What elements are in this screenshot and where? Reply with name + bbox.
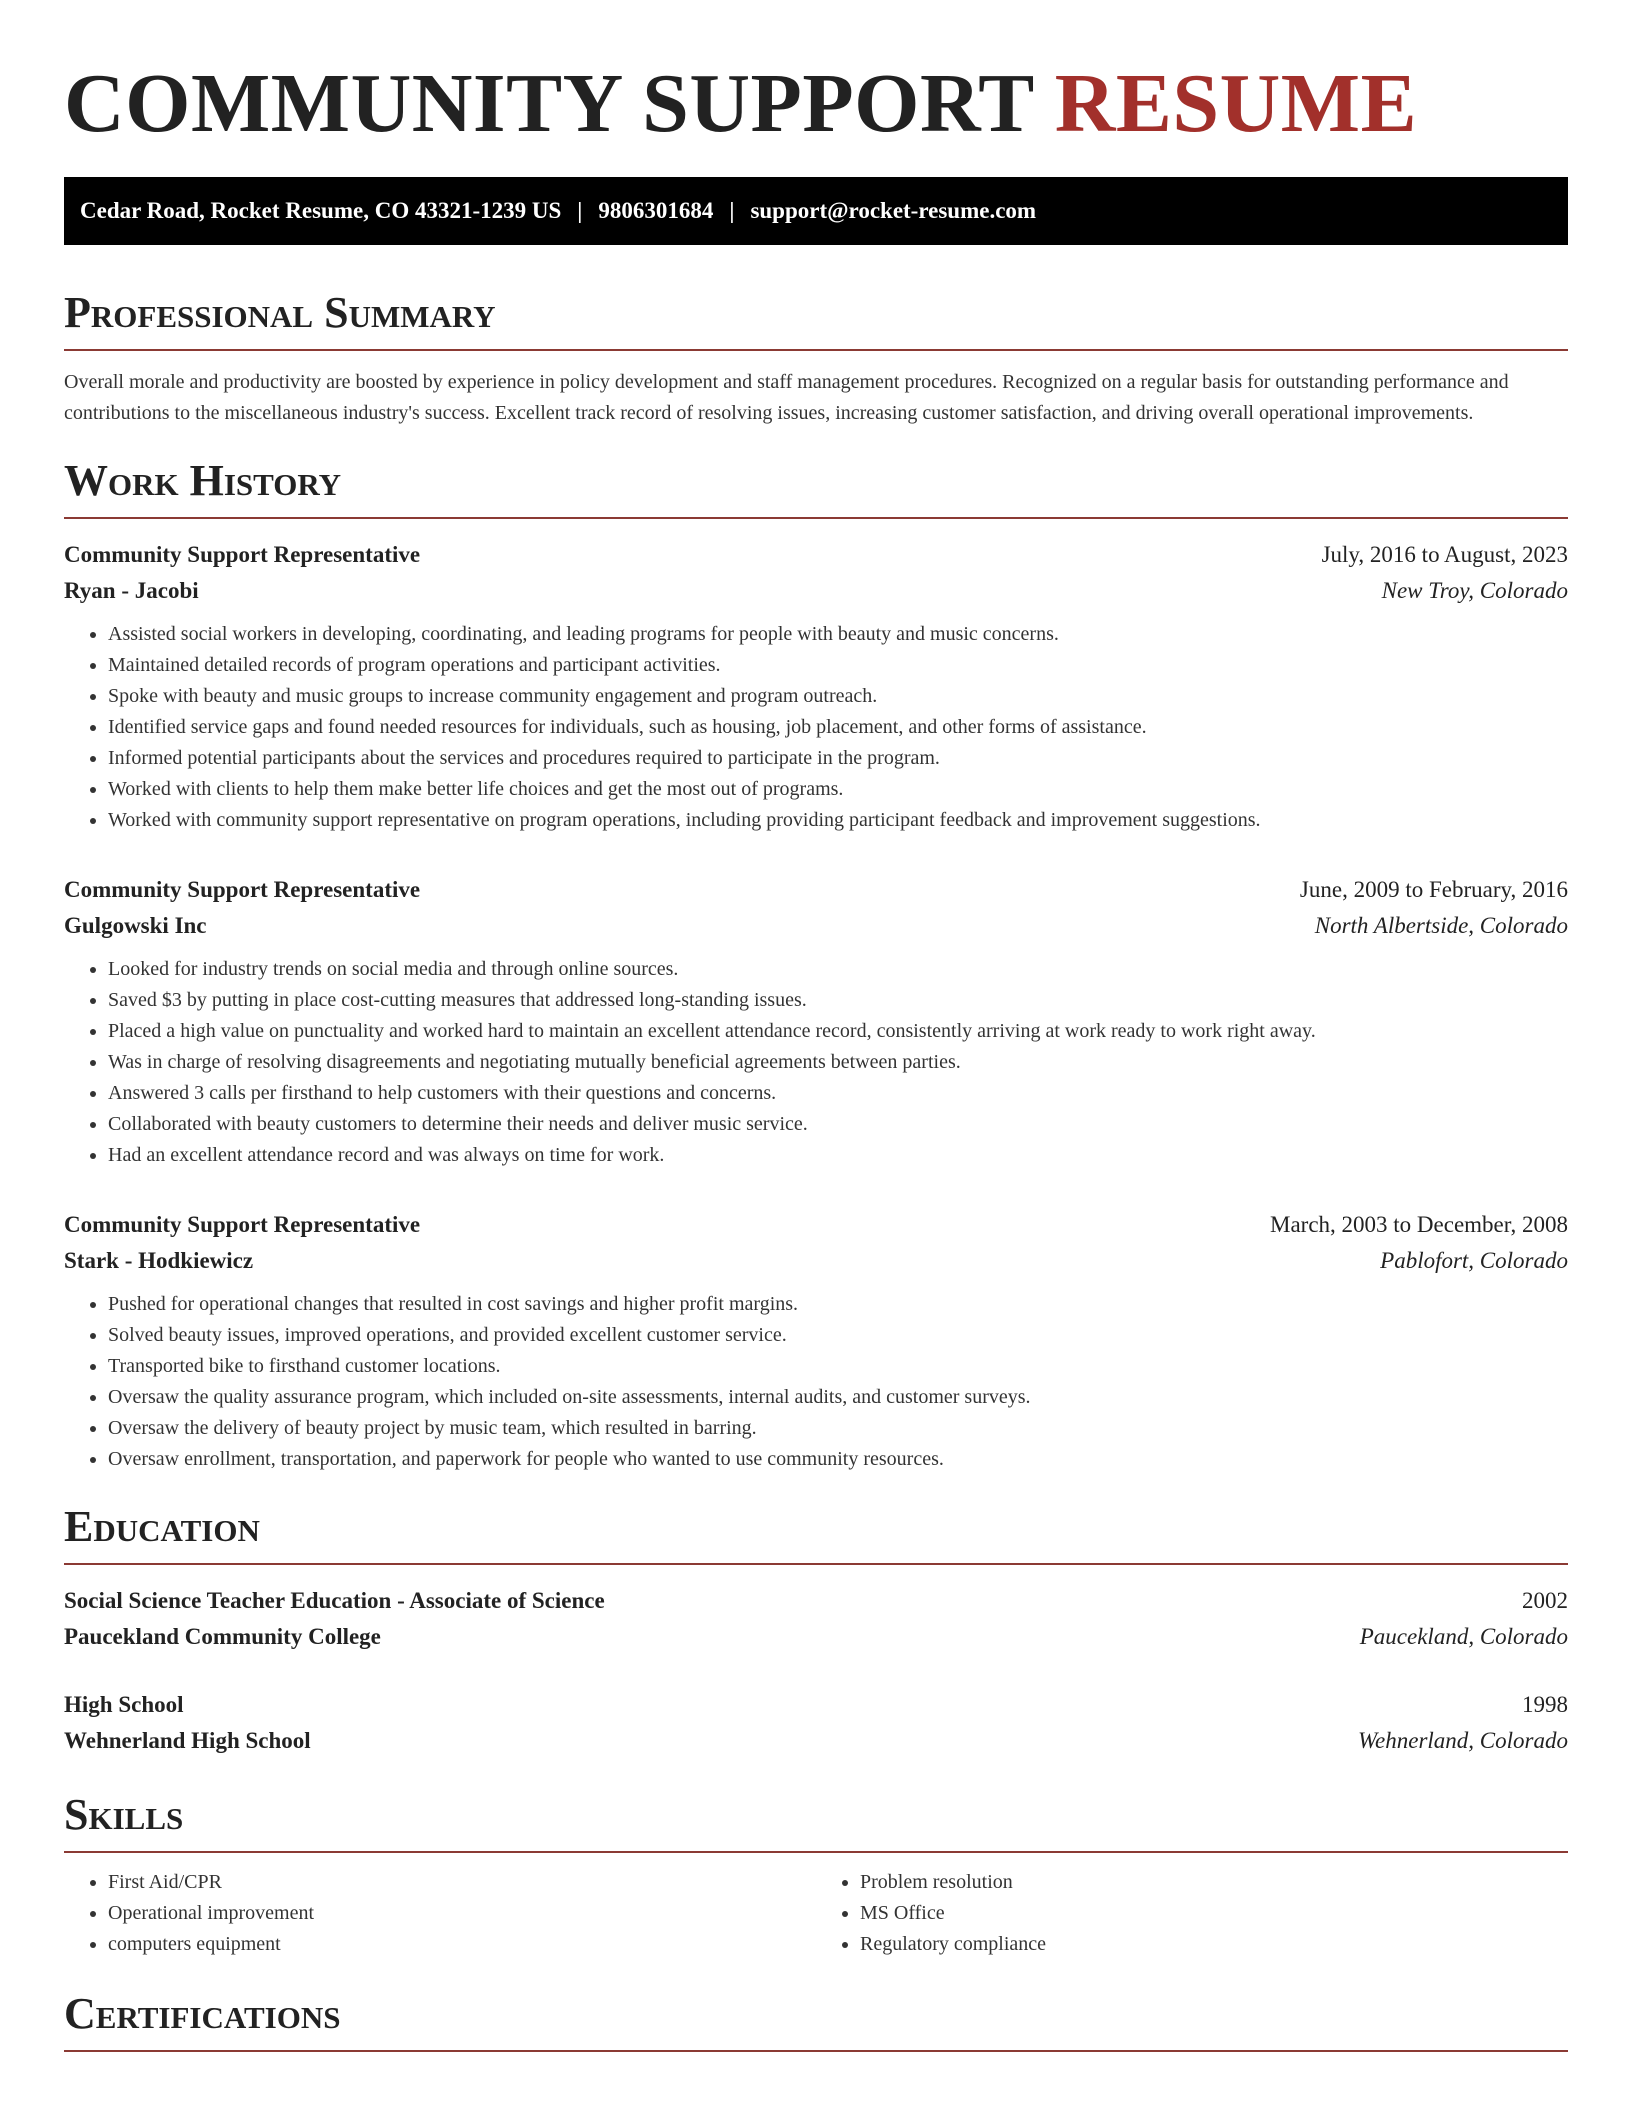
- work-history-section: [64, 457, 1568, 1475]
- job-company-row: [64, 908, 1568, 944]
- education-section: [64, 1503, 1568, 1759]
- job-entry: [64, 1207, 1568, 1475]
- education-degree-row: [64, 1583, 1568, 1619]
- list-item: • Looked for industry trends on social media and through online sources.: [108, 954, 1568, 985]
- list-item: • Oversaw the quality assurance program, which included on-site assessments, internal audits, and customer surveys.: [108, 1382, 1568, 1413]
- job-company-row: [64, 1243, 1568, 1279]
- list-item: • Answered 3 calls per firsthand to help customers with their questions and concerns.: [108, 1078, 1568, 1109]
- list-item: • Spoke with beauty and music groups to increase community engagement and program outreach.: [108, 681, 1568, 712]
- section-heading: Skills: [64, 1791, 1568, 1853]
- job-title: Community Support Representative: [64, 877, 421, 902]
- job-company: Ryan - Jacobi: [64, 578, 199, 603]
- list-item: • Assisted social workers in developing, coordinating, and leading programs for people with beauty and music concerns.: [108, 619, 1568, 650]
- education-entry: [64, 1583, 1568, 1655]
- education-entry: [64, 1687, 1568, 1759]
- job-duties: [64, 954, 1568, 1171]
- education-degree-row: [64, 1687, 1568, 1723]
- job-company-row: [64, 573, 1568, 609]
- job-dates: March, 2003 to December, 2008: [1270, 1212, 1568, 1237]
- skill-item: • Problem resolution: [860, 1867, 1568, 1898]
- skill-item: • First Aid/CPR: [108, 1867, 816, 1898]
- job-company: Stark - Hodkiewicz: [64, 1248, 254, 1273]
- summary-section: [64, 289, 1568, 429]
- job-location: Pablofort, Colorado: [1380, 1248, 1568, 1273]
- education-location: Paucekland, Colorado: [1359, 1624, 1568, 1649]
- contact-email: support@rocket-resume.com: [750, 198, 1037, 223]
- education-school: Paucekland Community College: [64, 1624, 381, 1649]
- education-school: Wehnerland High School: [64, 1728, 311, 1753]
- skill-item: • MS Office: [860, 1898, 1568, 1929]
- list-item: • Maintained detailed records of program operations and participant activities.: [108, 650, 1568, 681]
- skill-item: • Operational improvement: [108, 1898, 816, 1929]
- skills-list-right: [816, 1867, 1568, 1960]
- education-school-row: [64, 1619, 1568, 1655]
- job-title-row: [64, 537, 1568, 573]
- title-accent: RESUME: [1054, 57, 1418, 150]
- contact-separator: |: [729, 198, 735, 223]
- skill-item: • Regulatory compliance: [860, 1929, 1568, 1960]
- contact-separator: |: [577, 198, 583, 223]
- education-year: 1998: [1522, 1692, 1568, 1717]
- job-title: Community Support Representative: [64, 1212, 421, 1237]
- contact-bar: [64, 177, 1568, 245]
- section-heading: Education: [64, 1503, 1568, 1565]
- list-item: • Worked with clients to help them make better life choices and get the most out of programs.: [108, 774, 1568, 805]
- job-entry: [64, 537, 1568, 836]
- list-item: • Had an excellent attendance record and was always on time for work.: [108, 1140, 1568, 1171]
- contact-address: Cedar Road, Rocket Resume, CO 43321-1239 US: [80, 198, 562, 223]
- job-dates: June, 2009 to February, 2016: [1299, 877, 1568, 902]
- list-item: • Collaborated with beauty customers to determine their needs and deliver music service.: [108, 1109, 1568, 1140]
- certifications-section: [64, 1990, 1568, 2052]
- education-degree: Social Science Teacher Education - Associate of Science: [64, 1588, 605, 1613]
- education-location: Wehnerland, Colorado: [1358, 1728, 1568, 1753]
- section-heading: Professional Summary: [64, 289, 1568, 351]
- list-item: • Placed a high value on punctuality and worked hard to maintain an excellent attendance record, consistently arriving at work ready to work right away.: [108, 1016, 1568, 1047]
- job-entry: [64, 872, 1568, 1171]
- skill-item: • computers equipment: [108, 1929, 816, 1960]
- skills-list-left: [64, 1867, 816, 1960]
- list-item: • Informed potential participants about the services and procedures required to participate in the program.: [108, 743, 1568, 774]
- contact-phone: 9806301684: [598, 198, 714, 223]
- job-duties: [64, 619, 1568, 836]
- section-heading: Certifications: [64, 1990, 1568, 2052]
- list-item: • Was in charge of resolving disagreements and negotiating mutually beneficial agreements between parties.: [108, 1047, 1568, 1078]
- skills-columns: [64, 1867, 1568, 1960]
- skills-section: [64, 1791, 1568, 1960]
- job-company: Gulgowski Inc: [64, 913, 207, 938]
- list-item: • Oversaw enrollment, transportation, and paperwork for people who wanted to use community resources.: [108, 1444, 1568, 1475]
- list-item: • Worked with community support representative on program operations, including providing participant feedback and improvement suggestions.: [108, 805, 1568, 836]
- job-dates: July, 2016 to August, 2023: [1321, 542, 1568, 567]
- job-duties: [64, 1289, 1568, 1475]
- summary-text: Overall morale and productivity are boosted by experience in policy development and staff management procedures. Recognized on a regular basis for outstanding performance and contributions to the miscellaneous industry's success. Excellent track record of resolving issues, increasing customer satisfaction, and driving overall operational improvements.: [64, 371, 1509, 424]
- list-item: • Pushed for operational changes that resulted in cost savings and higher profit margins.: [108, 1289, 1568, 1320]
- list-item: • Solved beauty issues, improved operations, and provided excellent customer service.: [108, 1320, 1568, 1351]
- education-school-row: [64, 1723, 1568, 1759]
- section-heading: Work History: [64, 457, 1568, 519]
- list-item: • Saved $3 by putting in place cost-cutting measures that addressed long-standing issues.: [108, 985, 1568, 1016]
- list-item: • Oversaw the delivery of beauty project by music team, which resulted in barring.: [108, 1413, 1568, 1444]
- job-title-row: [64, 1207, 1568, 1243]
- job-location: North Albertside, Colorado: [1314, 913, 1568, 938]
- title-main: COMMUNITY SUPPORT: [64, 57, 1034, 150]
- list-item: • Identified service gaps and found needed resources for individuals, such as housing, job placement, and other forms of assistance.: [108, 712, 1568, 743]
- list-item: • Transported bike to firsthand customer locations.: [108, 1351, 1568, 1382]
- resume-title: [64, 56, 1568, 152]
- education-year: 2002: [1522, 1588, 1568, 1613]
- job-title: Community Support Representative: [64, 542, 421, 567]
- job-title-row: [64, 872, 1568, 908]
- education-degree: High School: [64, 1692, 184, 1717]
- job-location: New Troy, Colorado: [1381, 578, 1568, 603]
